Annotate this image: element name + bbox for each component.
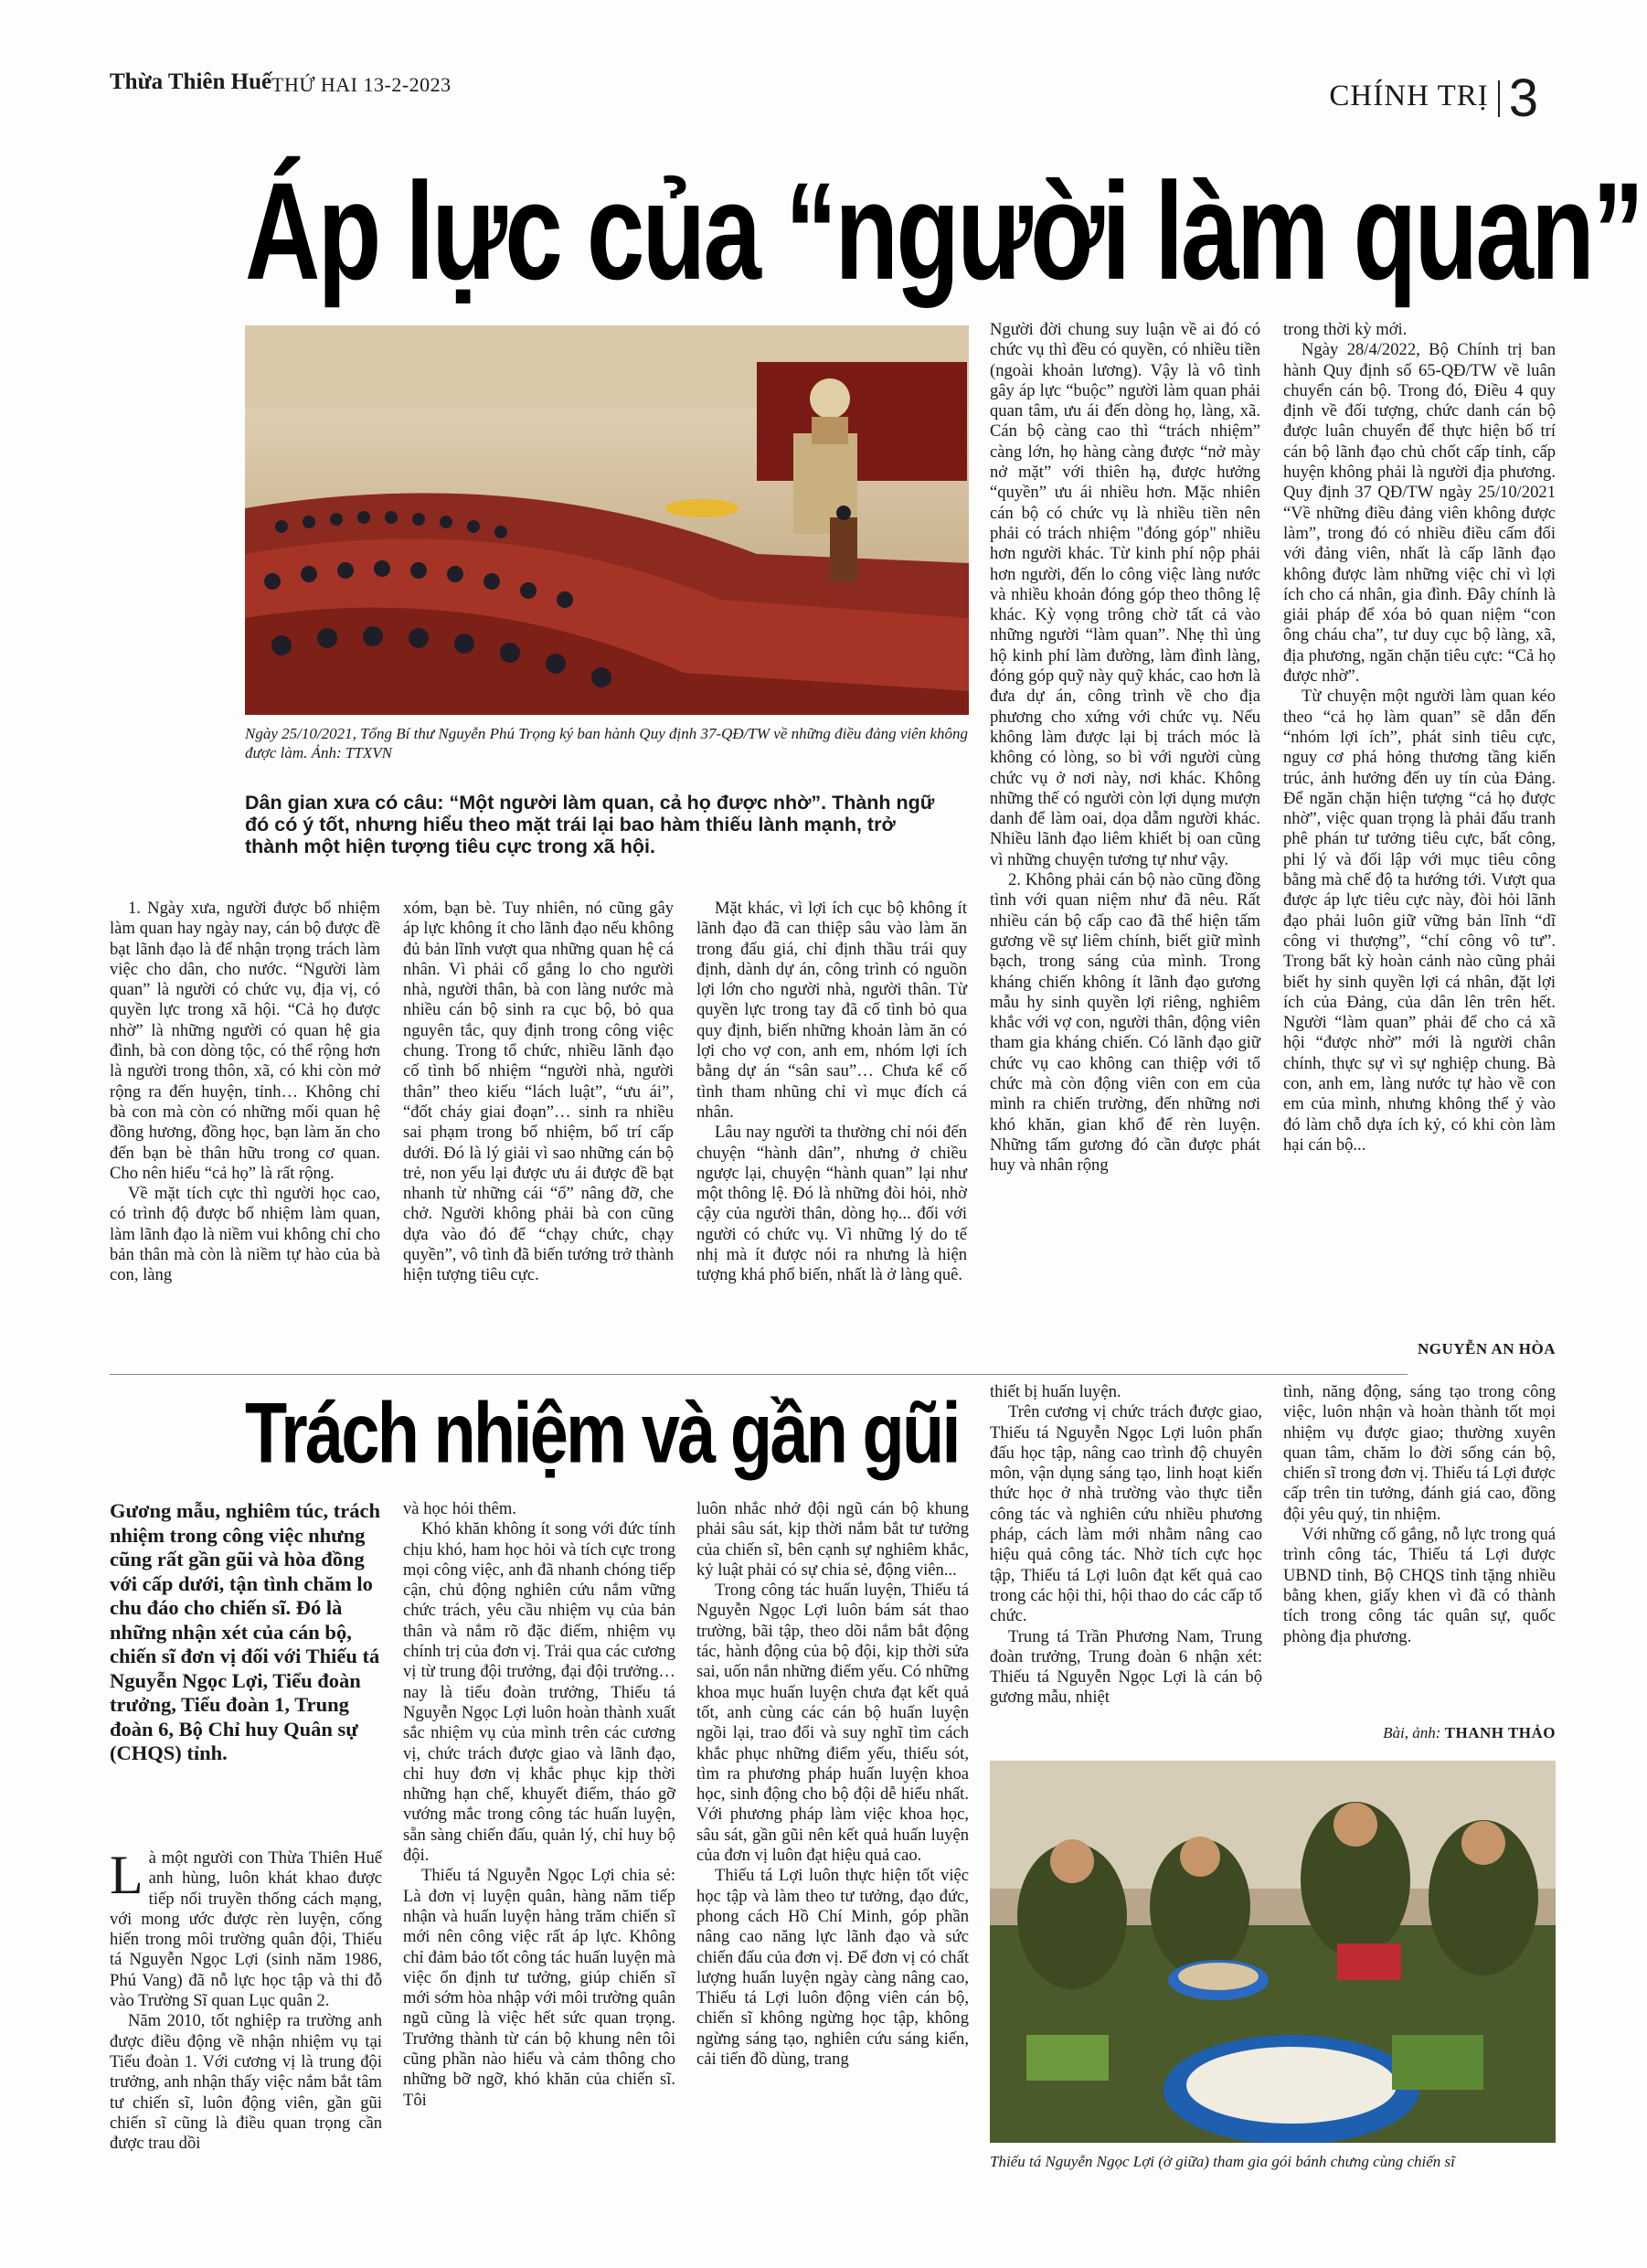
article1-paragraph: xóm, bạn bè. Tuy nhiên, nó cũng gây áp lực không ít cho lãnh đạo nếu không đủ bản lĩnh vượt qua những quan hệ cá nhân. Vì phải cố gắng lo cho người nhà, người thân, bà con làng nước mà nhiều cán bộ sinh ra cục bộ, bỏ qua nguyên tắc, quy định trong công việc chung. Trong tổ chức, nhiều lãnh đạo cố tình bố nhiệm “người nhà, người thân” theo kiểu “lách luật”, “ưu ái”, “đốt cháy giai đoạn”… sinh ra nhiều sai phạm trong bổ nhiệm, bổ trí cấp dưới. Đó là lý giải vì sao những cán bộ trẻ, non yếu lại được ưu ái được đề bạt nhanh từ những cái “ổ” nâng đỡ, che chở. Người không phải bà con cũng dựa vào đó để “chạy chức, chạy quyền”, vô tình đã biến tướng trở thành hiện tượng tiêu cực. (403, 899, 674, 1285)
article-divider (110, 1374, 1408, 1375)
article2-column-4 (990, 1382, 1262, 1709)
article1-photo (245, 325, 969, 715)
article2-paragraph: Thiếu tá Nguyễn Ngọc Lợi chia sẻ: Là đơn vị luyện quân, hàng năm tiếp nhận và huấn luyện hàng trăm chiến sĩ mới nên công việc rất áp lực. Không chỉ đảm bảo tốt công tác huấn luyện mà việc ổn định tư tưởng, giúp chiến sĩ mới sớm hòa nhập với môi trường quân ngũ cũng là việc hết sức quan trọng. Trưởng thành từ cán bộ khung nên tôi cũng phần nào hiểu và cảm thông cho những bỡ ngỡ, khó khăn của chiến sĩ. Tôi (403, 1866, 675, 2110)
masthead-brand: Thừa Thiên Huế (110, 69, 272, 94)
page-number: 3 (1508, 69, 1539, 128)
article2-dropcap: L (110, 1845, 143, 1905)
conference-hall-illustration (245, 325, 969, 715)
issue-date: THỨ HAI 13-2-2023 (271, 73, 452, 96)
article1-paragraph: Ngày 28/4/2022, Bộ Chính trị ban hành Quy định số 65-QĐ/TW về luân chuyển cán bộ. Trong đó, Điều 4 quy định về đối tượng, chức danh cán bộ được luân chuyển để thực hiện bố trí cán bộ lãnh đạo chủ chốt cấp tỉnh, cấp huyện không phải là người địa phương. Quy định 37 QĐ/TW ngày 25/10/2021 “Về những điều đảng viên không được làm”, trong đó có nhiều điều cấm đối với đảng viên, nhất là cấp lãnh đạo không được làm những việc chỉ vì lợi ích cho cá nhân, gia đình. Đây chính là giải pháp để xóa bỏ quan niệm “con ông cháu cha”, tư duy cục bộ làng, xã, địa phương, ngăn chặn tiêu cực: “Cả họ được nhờ”. (1283, 340, 1556, 687)
section-label (1329, 68, 1539, 129)
article2-paragraph: tình, năng động, sáng tạo trong công việc, luôn nhận và hoàn thành tốt mọi nhiệm vụ được giao; thường xuyên quan tâm, chăm lo đời sống cán bộ, chiến sĩ trong đơn vị. Thiếu tá Lợi được cấp trên tin tưởng, đánh giá cao, đồng đội yêu quý, tin nhiệm. (1283, 1382, 1556, 1524)
article2-paragraph: và học hỏi thêm. (403, 1499, 516, 1518)
article2-paragraph: Khó khăn không ít song với đức tính chịu khó, ham học hỏi và tích cực trong mọi công việc, anh đã nhanh chóng tiếp cận, chủ động nghiên cứu nắm vững chức trách, yêu cầu nhiệm vụ của bản thân và nắm rõ đặc điểm, nhiệm vụ chính trị của đơn vị. Trải qua các cương vị từ trung đội trưởng, đại đội trưởng… nay là tiểu đoàn trưởng, Thiếu tá Nguyễn Ngọc Lợi luôn hoàn thành xuất sắc nhiệm vụ của mình trên các cương vị, chức trách được giao và lãnh đạo, chỉ huy đơn vị khắc phục kịp thời những hạn chế, khuyết điểm, tháo gỡ vướng mắc trong công tác huấn luyện, sẵn sàng chiến đấu, quản lý, chỉ huy bộ đội. (403, 1519, 675, 1866)
article1-paragraph: Về mặt tích cực thì người học cao, có trình độ được bổ nhiệm làm quan, làm lãnh đạo là niềm vui không chỉ cho bản thân mà còn là niềm tự hào của bà con, làng (110, 1184, 380, 1285)
article2-column-3 (696, 1499, 969, 2070)
article1-title: Áp lực của “người làm quan” (245, 154, 1642, 309)
article1-column-5 (1283, 320, 1556, 1155)
article1-paragraph: 2. Không phải cán bộ nào cũng đồng tình với quan niệm như đã nêu. Rất nhiều cán bộ cấp cao đã thể hiện tấm gương về sự liêm chính, biết giữ mình bạch, trong sáng của mình. Trong kháng chiến không ít lãnh đạo gương mẫu hy sinh quyền lợi riêng, nghiêm khắc với vợ con, người thân, động viên tham gia kháng chiến. Có lãnh đạo giữ chức vụ cao không can thiệp với tổ chức mà còn động viên con em của mình ra chiến trường, đến những nơi khó khăn, gian khổ để rèn luyện. Những tấm gương đó cần được phát huy và nhân rộng (990, 870, 1260, 1176)
article2-column-5 (1283, 1382, 1556, 1647)
section-divider (1498, 80, 1500, 117)
article2-paragraph: thiết bị huấn luyện. (990, 1382, 1121, 1401)
article1-column-1 (110, 899, 380, 1286)
article2-paragraph: luôn nhắc nhở đội ngũ cán bộ khung phải sâu sát, kịp thời nắm bắt tư tưởng của chiến sĩ, bên cạnh sự nghiêm khắc, kỷ luật phải có sự chia sẻ, động viên... (696, 1499, 969, 1580)
article2-paragraph: Với những cố gắng, nỗ lực trong quá trình công tác, Thiếu tá Lợi được UBND tỉnh, Bộ CHQS tỉnh tặng nhiều bằng khen, giấy khen vì đã có thành tích trong công tác quân sự, quốc phòng địa phương. (1283, 1525, 1556, 1646)
article1-paragraph: 1. Ngày xưa, người được bổ nhiệm làm quan hay ngày nay, cán bộ được đề bạt lãnh đạo là để nhận trọng trách làm việc cho dân, cho nước. “Người làm quan” là người có chức vụ, địa vị, có quyền lực trong xã hội. “Cả họ được nhờ” là những người có quan hệ gia đình, bà con dòng tộc, có thể rộng hơn là người trong thôn, xã, có khi còn mở rộng ra đến huyện, tỉnh… Không chỉ bà con mà còn có những mối quan hệ đồng hương, đồng học, bạn làm ăn cho đến bạn bè thân hữu trong cơ quan. Cho nên hiểu “cả họ” là rất rộng. (110, 899, 380, 1183)
article2-byline (1383, 1724, 1556, 1742)
article1-photo-caption: Ngày 25/10/2021, Tổng Bí thư Nguyễn Phú Trọng ký ban hành Quy định 37-QĐ/TW về những điều đảng viên không được làm. Ảnh: TTXVN (245, 725, 969, 761)
article1-paragraph: Lâu nay người ta thường chỉ nói đến chuyện “hành dân”, nhưng ở chiều ngược lại, chuyện “hành quan” lại như một thông lệ. Đó là những đòi hỏi, nhờ cậy của người thân, dòng họ... đối với người có chức vụ. Vì những lý do tế nhị mà ít được nói ra nhưng là hiện tượng khá phổ biến, nhất là ở làng quê. (696, 1123, 967, 1285)
article1-column-2 (403, 899, 674, 1286)
article2-byline-prefix: Bài, ảnh: (1383, 1724, 1441, 1741)
article2-paragraph: à một người con Thừa Thiên Huế anh hùng, luôn khát khao được tiếp nối truyền thống cách mạng, với mong ước được rèn luyện, cống hiến trong môi trường quân đội, Thiếu tá Nguyễn Ngọc Lợi (sinh năm 1986, Phú Vang) đã nỗ lực học tập và thi đỗ vào Trường Sĩ quan Lục quân 2. (110, 1848, 382, 2011)
article2-paragraph: Trung tá Trần Phương Nam, Trung đoàn trưởng, Trung đoàn 6 nhận xét: Thiếu tá Nguyễn Ngọc Lợi là cán bộ gương mẫu, nhiệt (990, 1626, 1262, 1708)
article1-paragraph: Người đời chung suy luận về ai đó có chức vụ thì đều có quyền, có nhiều tiền (ngoài khoản lương). Vậy là vô tình gây áp lực “buộc” người làm quan phải quan tâm, ưu ái đến dòng họ, làng, xã. Cán bộ càng cao thì “trách nhiệm” càng lớn, họ hàng càng được “nở mày nở mặt” với thiên hạ, được hưởng “quyền” ưu ái nhiều hơn. Mặc nhiên cán bộ có chức vụ là nhiều tiền nên phải có trách nhiệm "đóng góp" nhiều hơn người khác. Từ kinh phí nộp phải hơn người, đến lo công việc làng nước và nhiều khoản đóng góp theo thông lệ khác. Kỳ vọng trông chờ tất cả vào những người “làm quan”. Nhẹ thì ủng hộ kinh phí làm đường, làm đình làng, đóng góp quỹ này quỹ khác, cao hơn là đưa dự án, công trình về cho địa phương cho xứng với chức vụ. Nếu không làm được lại bị trách móc là không có lòng, so bì với người cùng chức vụ ở nơi này, nơi khác. Không những thế có người còn lợi dụng mượn danh để làm oai, dọa dẫm người khác. Nhiều lãnh đạo liêm khiết bị oan cũng vì những chuyện tương tự như vậy. (990, 320, 1260, 869)
article2-photo (990, 1761, 1556, 2143)
article2-column-2 (403, 1499, 675, 2111)
article2-paragraph: Năm 2010, tốt nghiệp ra trường anh được điều động về nhận nhiệm vụ tại Tiểu đoàn 1. Với cương vị là trung đội trưởng, anh nhận thấy việc nắm bắt tâm tư chiến sĩ, luôn động viên, gần gũi chiến sĩ cũng là điều quan trọng cần được trau dồi (110, 2011, 382, 2154)
article2-column-1 (110, 1845, 382, 2154)
article1-paragraph: Mặt khác, vì lợi ích cục bộ không ít lãnh đạo đã can thiệp sâu vào làm ăn trong đấu giá, chỉ định thầu trái quy định, dành dự án, công trình có nguồn lợi lớn cho người nhà, người thân. Từ quyền lực trong tay đã cố tình bỏ qua quy định, biến những khoản làm ăn có lợi cho vợ con, anh em, nhóm lợi ích bằng dự án “sân sau”… Chưa kể cố tình tham nhũng chỉ vì mục đích cá nhân. (696, 899, 967, 1122)
section-name: CHÍNH TRỊ (1329, 80, 1489, 113)
article2-paragraph: Trong công tác huấn luyện, Thiếu tá Nguyễn Ngọc Lợi luôn bám sát thao trường, bãi tập, theo dõi nắm bắt động tác, hành động của bộ đội, kịp thời sửa sai, uốn nắn những điểm yếu. Có những khoa mục huấn luyện chưa đạt kết quả tốt, anh cùng các cán bộ huấn luyện ngồi lại, trao đổi và suy nghĩ tìm cách khắc phục những điểm yếu, thiếu sót, tìm ra phương pháp huấn luyện khoa học, sinh động cho bộ đội dễ hiểu nhất. Với phương pháp làm việc khoa học, sâu sát, gần gũi nên kết quả huấn luyện của đơn vị luôn đạt hiệu quả cao. (696, 1581, 969, 1866)
article1-column-3 (696, 899, 967, 1286)
article2-title: Trách nhiệm và gần gũi (245, 1384, 959, 1481)
article1-byline: NGUYỄN AN HÒA (1417, 1340, 1556, 1358)
article2-paragraph: Thiếu tá Lợi luôn thực hiện tốt việc học tập và làm theo tư tưởng, đạo đức, phong cách Hồ Chí Minh, góp phần nâng cao năng lực lãnh đạo và sức chiến đấu của đơn vị. Để đơn vị có chất lượng huấn luyện ngày càng nâng cao, Thiếu tá Lợi luôn động viên cán bộ, chiến sĩ không ngừng học tập, không ngừng sáng tạo, nghiên cứu sáng kiến, cải tiến đồ dùng, trang (696, 1866, 969, 2070)
article2-paragraph: Trên cương vị chức trách được giao, Thiếu tá Nguyễn Ngọc Lợi luôn phấn đấu học tập, nâng cao trình độ chuyên môn, vận dụng sáng tạo, linh hoạt kiến thức học ở nhà trường vào thực tiễn công tác và nghiên cứu nhiều phương pháp, cách làm mới nhằm nâng cao hiệu quả công tác. Nhờ tích cực học tập, Thiếu tá Lợi luôn đạt kết quả cao trong các hội thi, hội thao do các cấp tổ chức. (990, 1402, 1262, 1626)
article1-paragraph: trong thời kỳ mới. (1283, 320, 1408, 339)
article2-lead: Gương mẫu, nghiêm túc, trách nhiệm trong công việc nhưng cũng rất gần gũi và hòa đồng với cấp dưới, tận tình chăm lo chu đáo cho chiến sĩ. Đó là những nhận xét của cán bộ, chiến sĩ đơn vị đối với Thiếu tá Nguyễn Ngọc Lợi, Tiểu đoàn trưởng, Tiểu đoàn 1, Trung đoàn 6, Bộ Chỉ huy Quân sự (CHQS) tỉnh. (110, 1499, 380, 1764)
soldiers-wrapping-cakes-illustration (990, 1761, 1556, 2143)
article1-column-4 (990, 320, 1260, 1176)
article1-paragraph: Từ chuyện một người làm quan kéo theo “cả họ làm quan” sẽ dẫn đến “nhóm lợi ích”, phát sinh tiêu cực, nguy cơ phá hỏng thương tầng kiến trúc, ảnh hưởng đến uy tín của Đảng. Để ngăn chặn hiện tượng “cả họ được nhờ”, việc quan trọng là phải đấu tranh phê phán tư tưởng tiêu cực, bất công, phi lý và đối lập với mục tiêu công bằng mà chế độ ta hướng tới. Vượt qua được áp lực tiêu cực này, đòi hỏi lãnh đạo phải luôn giữ vững bản lĩnh “dĩ công vi thượng”, “chí công vô tư”. Trong bất kỳ hoàn cảnh nào cũng phải biết hy sinh quyền lợi cá nhân, đặt lợi ích của Đảng, của dân lên trên hết. Người “làm quan” phải để cho cả xã hội “được nhờ” mới là người chân chính, thực sự vì sự nghiệp chung. Bà con, anh em, làng nước tự hào về con em của mình, nhưng không thể ỷ vào đó làm chỗ dựa ích kỷ, có khi còn làm hại cán bộ... (1283, 687, 1556, 1155)
article2-photo-caption: Thiếu tá Nguyễn Ngọc Lợi (ở giữa) tham gia gói bánh chưng cùng chiến sĩ (990, 2153, 1455, 2170)
article1-lead: Dân gian xưa có câu: “Một người làm quan, cả họ được nhờ”. Thành ngữ đó có ý tốt, nhưng hiểu theo mặt trái lại bao hàm thiếu lành mạnh, trở thành một hiện tượng tiêu cực trong xã hội. (245, 792, 935, 857)
article2-byline-name: THANH THẢO (1444, 1724, 1556, 1741)
